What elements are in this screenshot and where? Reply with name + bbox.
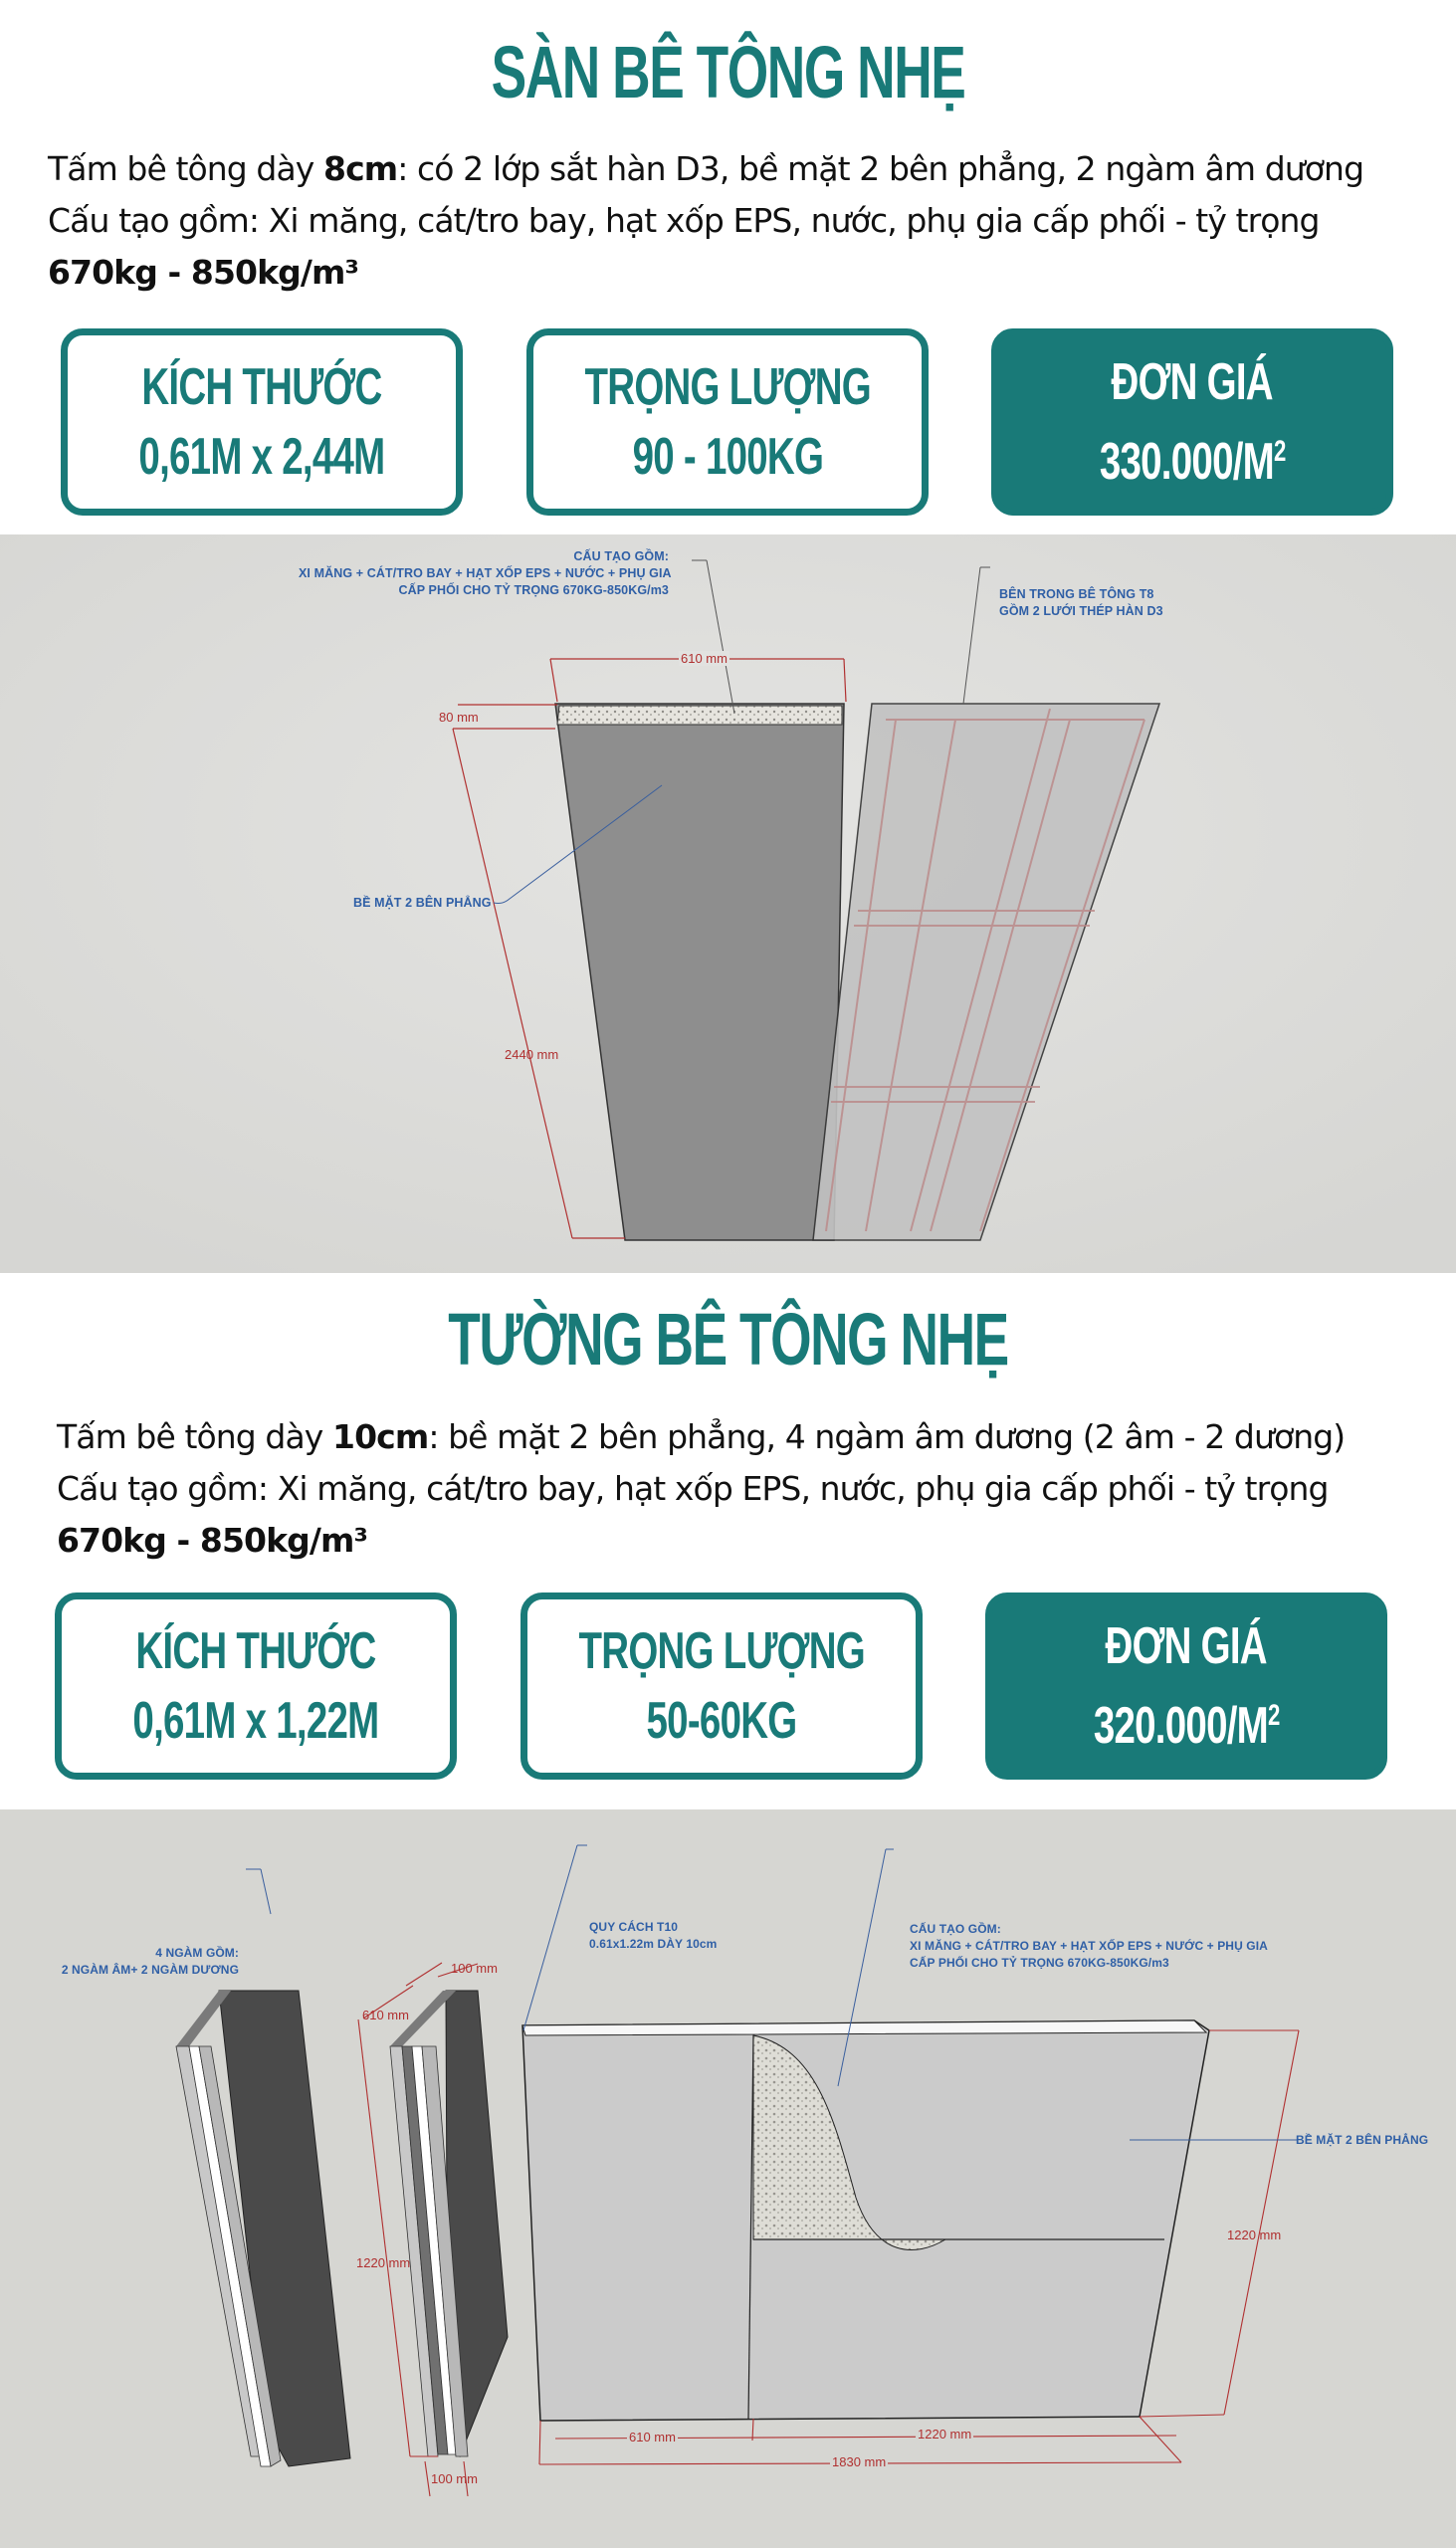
card-value: 0,61M x 2,44M: [138, 428, 385, 486]
floor-dim-thickness: 80 mm: [439, 710, 479, 725]
wall-density: 670kg - 850kg/m³: [57, 1521, 368, 1560]
wall-tongue-label: 4 NGÀM GỒM: 2 NGÀM ÂM+ 2 NGÀM DƯƠNG: [61, 1946, 239, 1977]
wall-size-card: [55, 1592, 457, 1780]
floor-density: 670kg - 850kg/m³: [48, 253, 359, 292]
floor-price-card: [991, 328, 1393, 516]
floor-composition-text: Cấu tạo gồm: Xi măng, cát/tro bay, hạt xốp EPS, nước, phụ gia cấp phối - tỷ trọng: [48, 201, 1320, 240]
floor-desc-text: Tấm bê tông dày: [48, 149, 324, 188]
card-value: 90 - 100KG: [632, 428, 823, 486]
floor-desc-text: : có 2 lớp sắt hàn D3, bề mặt 2 bên phẳng, 2 ngàm âm dương: [397, 149, 1364, 188]
floor-composition-label: CẤU TẠO GỒM: XI MĂNG + CÁT/TRO BAY + HẠT XỐP EPS + NƯỚC + PHỤ GIA CẤP PHỐI CHO TỶ TRỌNG 670KG-850KG/m3: [299, 549, 672, 597]
wall-description: [57, 1411, 1345, 1567]
floor-size-card: [61, 328, 463, 516]
wall-title: TƯỜNG BÊ TÔNG NHẸ: [448, 1298, 1008, 1380]
wall-dim-thickness-top: 100 mm: [451, 1961, 498, 1976]
card-label: KÍCH THƯỚC: [141, 358, 382, 416]
floor-panel-diagram: [0, 534, 1456, 1273]
card-label: TRỌNG LƯỢNG: [578, 1622, 865, 1680]
floor-inside-label: BÊN TRONG BÊ TÔNG T8 GỒM 2 LƯỚI THÉP HÀN D3: [999, 587, 1163, 618]
floor-surface-label: BỀ MẶT 2 BÊN PHẲNG: [353, 896, 492, 910]
floor-panel-illustration: [0, 534, 1456, 1273]
wall-dim-width: 610 mm: [362, 2008, 409, 2022]
wall-dim-bottom-610: 610 mm: [629, 2430, 676, 2444]
card-value: 0,61M x 1,22M: [132, 1692, 379, 1750]
floor-title: SÀN BÊ TÔNG NHẸ: [491, 31, 965, 113]
floor-dim-width: 610 mm: [681, 651, 728, 666]
floor-weight-card: [526, 328, 929, 516]
card-label: TRỌNG LƯỢNG: [584, 358, 871, 416]
wall-dim-height-left: 1220 mm: [356, 2255, 411, 2270]
card-label: KÍCH THƯỚC: [135, 1622, 376, 1680]
wall-dim-thickness-bottom: 100 mm: [431, 2471, 478, 2486]
wall-surface-label: BỀ MẶT 2 BÊN PHẲNG: [1296, 2133, 1429, 2147]
card-value: 50-60KG: [646, 1692, 797, 1750]
wall-panel-diagram: [0, 1809, 1456, 2548]
wall-thickness: 10cm: [332, 1417, 429, 1456]
wall-composition-text: Cấu tạo gồm: Xi măng, cát/tro bay, hạt xốp EPS, nước, phụ gia cấp phối - tỷ trọng: [57, 1469, 1329, 1508]
wall-desc-text: : bề mặt 2 bên phẳng, 4 ngàm âm dương (2 âm - 2 dương): [428, 1417, 1346, 1456]
wall-dim-bottom-total: 1830 mm: [832, 2454, 887, 2469]
card-value: $330.000/M^2$: [1099, 433, 1286, 491]
wall-price-card: [985, 1592, 1387, 1780]
card-label: ĐƠN GIÁ: [1111, 353, 1274, 411]
floor-dim-length: 2440 mm: [505, 1047, 559, 1062]
wall-composition-label: CẤU TẠO GỒM: XI MĂNG + CÁT/TRO BAY + HẠT XỐP EPS + NƯỚC + PHỤ GIA CẤP PHỐI CHO TỶ TRỌNG 670KG-850KG/m3: [910, 1922, 1268, 1970]
wall-weight-card: [520, 1592, 923, 1780]
wall-dim-height-right: 1220 mm: [1227, 2228, 1282, 2242]
floor-description: [48, 143, 1363, 299]
wall-desc-text: Tấm bê tông dày: [57, 1417, 333, 1456]
floor-thickness: 8cm: [323, 149, 398, 188]
wall-spec-label: QUY CÁCH T10 0.61x1.22m DÀY 10cm: [589, 1920, 718, 1951]
wall-dim-bottom-1220: 1220 mm: [918, 2427, 972, 2442]
card-label: ĐƠN GIÁ: [1105, 1617, 1268, 1675]
card-value: $320.000/M^2$: [1093, 1697, 1280, 1755]
